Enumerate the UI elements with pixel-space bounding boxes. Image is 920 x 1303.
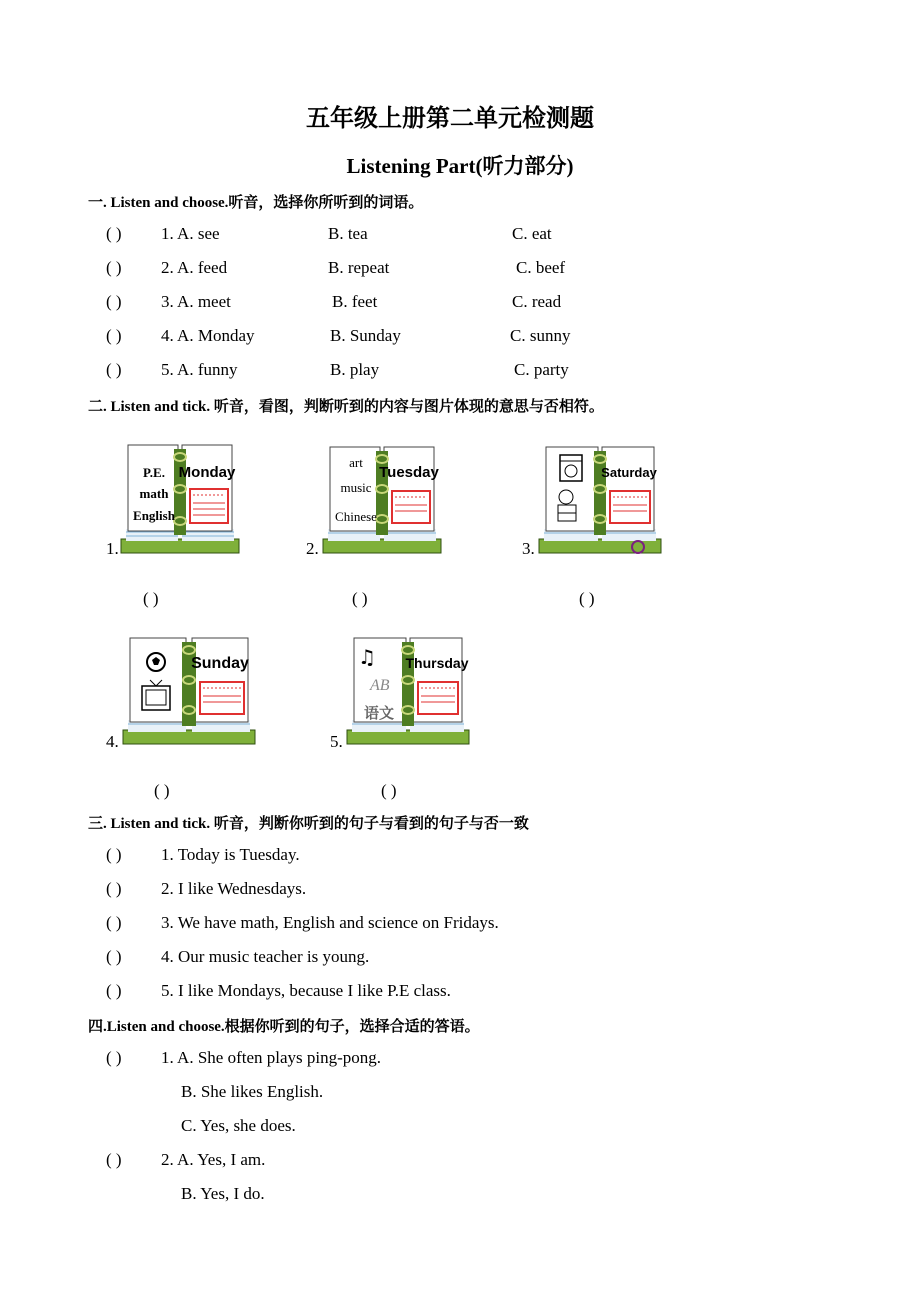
- picture-1-number: 1.: [106, 539, 119, 558]
- option-c: C. sunny: [510, 326, 571, 345]
- page-title: 五年级上册第二单元检测题: [306, 106, 594, 132]
- option-b: B. feet: [332, 292, 378, 311]
- option-b: B. tea: [328, 224, 368, 243]
- option-c: C. Yes, she does.: [181, 1116, 296, 1135]
- svg-text:♫: ♫: [358, 645, 376, 669]
- section-3-heading: 三. Listen and tick. 听音，判断你听到的句子与看到的句子与否一致: [88, 816, 529, 832]
- picture-3-number: 3.: [522, 539, 535, 558]
- soccer-ball-icon: [147, 653, 165, 671]
- option-b: B. repeat: [328, 258, 390, 277]
- picture-5-number: 5.: [330, 732, 343, 751]
- answer-blank[interactable]: ( ): [106, 224, 122, 243]
- picture-2-calendar: [320, 445, 444, 557]
- day-label: Saturday: [601, 465, 657, 480]
- section-1-heading: 一. Listen and choose.听音，选择你所听到的词语。: [88, 195, 424, 211]
- sentence: 3. We have math, English and science on Fridays.: [161, 913, 499, 932]
- music-note-icon: [358, 645, 376, 669]
- ab-letters-icon: [369, 677, 390, 694]
- option-b: B. Sunday: [330, 326, 401, 345]
- answer-blank[interactable]: ( ): [106, 292, 122, 311]
- subject-label: music: [340, 480, 372, 495]
- option-c: C. beef: [516, 258, 566, 277]
- option-b: B. Yes, I do.: [181, 1184, 265, 1203]
- picture-3-calendar: [536, 445, 664, 557]
- option-a: 1. A. see: [161, 224, 220, 243]
- subject-label: math: [139, 486, 169, 501]
- svg-text:AB: AB: [370, 677, 390, 694]
- sentence: 2. I like Wednesdays.: [161, 879, 307, 898]
- picture-4-answer[interactable]: ( ): [154, 781, 170, 800]
- section-4-heading: 四.Listen and choose.根据你听到的句子，选择合适的答语。: [88, 1019, 480, 1035]
- day-label: Thursday: [405, 655, 469, 671]
- day-label: Sunday: [191, 655, 249, 672]
- answer-blank[interactable]: ( ): [106, 1048, 122, 1067]
- sentence: 1. Today is Tuesday.: [161, 845, 300, 864]
- picture-2-number: 2.: [306, 539, 319, 558]
- answer-blank[interactable]: ( ): [106, 947, 122, 966]
- subject-label: art: [349, 455, 363, 470]
- option-a: 1. A. She often plays ping-pong.: [161, 1048, 382, 1067]
- washing-machine-icon: [560, 455, 582, 481]
- answer-blank[interactable]: ( ): [106, 258, 122, 277]
- picture-3-answer[interactable]: ( ): [579, 589, 595, 608]
- picture-5-calendar: [344, 636, 472, 748]
- picture-4-calendar: [120, 636, 258, 748]
- picture-1-answer[interactable]: ( ): [143, 589, 159, 608]
- section-2-heading: 二. Listen and tick. 听音，看图，判断听到的内容与图片体现的意思与否相符。: [88, 399, 604, 415]
- option-a: 4. A. Monday: [161, 326, 255, 345]
- option-a: 2. A. feed: [161, 258, 228, 277]
- picture-1-calendar: [118, 443, 242, 557]
- answer-blank[interactable]: ( ): [106, 879, 122, 898]
- answer-blank[interactable]: ( ): [106, 1150, 122, 1169]
- option-b: B. She likes English.: [181, 1082, 324, 1101]
- option-b: B. play: [330, 360, 380, 379]
- answer-blank[interactable]: ( ): [106, 913, 122, 932]
- subject-label: Chinese: [335, 509, 377, 524]
- page-subtitle: Listening Part(听力部分): [346, 154, 574, 178]
- day-label: Tuesday: [379, 464, 439, 481]
- sentence: 5. I like Mondays, because I like P.E class.: [161, 981, 451, 1000]
- subject-label: 语文: [364, 704, 395, 722]
- answer-blank[interactable]: ( ): [106, 326, 122, 345]
- picture-2-answer[interactable]: ( ): [352, 589, 368, 608]
- sentence: 4. Our music teacher is young.: [161, 947, 370, 966]
- option-c: C. eat: [512, 224, 552, 243]
- option-c: C. party: [514, 360, 569, 379]
- picture-5-answer[interactable]: ( ): [381, 781, 397, 800]
- answer-blank[interactable]: ( ): [106, 845, 122, 864]
- answer-blank[interactable]: ( ): [106, 360, 122, 379]
- option-a: 5. A. funny: [161, 360, 238, 379]
- day-label: Monday: [178, 464, 236, 481]
- option-a: 3. A. meet: [161, 292, 231, 311]
- picture-4-number: 4.: [106, 732, 119, 751]
- option-a: 2. A. Yes, I am.: [161, 1150, 266, 1169]
- subject-label: P.E.: [143, 465, 165, 480]
- option-c: C. read: [512, 292, 562, 311]
- subject-label: English: [133, 508, 175, 523]
- answer-blank[interactable]: ( ): [106, 981, 122, 1000]
